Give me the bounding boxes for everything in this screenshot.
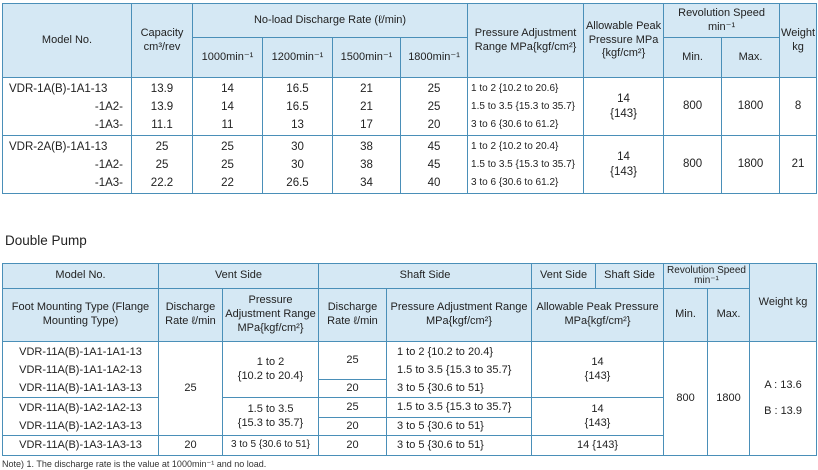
model-cell: VDR-11A(B)-1A3-1A3-13 bbox=[3, 436, 159, 456]
max-cell: 1800 bbox=[708, 342, 750, 456]
header-weight: Weight kg bbox=[750, 264, 817, 342]
single-pump-table bbox=[2, 3, 817, 194]
d1500-cell: 21 21 17 bbox=[333, 78, 401, 136]
max-cell: 1800 bbox=[722, 136, 780, 194]
shaft-rate-cell: 20 bbox=[319, 418, 387, 436]
header-capacity: Capacity cm³/rev bbox=[132, 4, 193, 78]
model-name: VDR-11A(B)-1A2-1A2-13 bbox=[19, 401, 142, 414]
header-vent-pressure: Pressure Adjustment Range MPa{kgf/cm²} bbox=[223, 289, 319, 342]
peak-cell: 14 {143} bbox=[532, 398, 664, 436]
peak-cell: 14 {143} bbox=[532, 342, 664, 398]
table-row bbox=[3, 342, 817, 380]
header-vent: Vent Side bbox=[159, 264, 319, 289]
header-min: Min. bbox=[664, 38, 722, 78]
model-cell bbox=[3, 398, 159, 436]
vent-rate-cell: 20 bbox=[159, 436, 223, 456]
model-name: VDR-11A(B)-1A1-1A1-13 bbox=[19, 345, 142, 358]
d1200-cell: 30 30 26.5 bbox=[263, 136, 333, 194]
pressure-cell: 1 to 2 {10.2 to 20.4} 1.5 to 3.5 {15.3 to 35.7} 3 to 6 {30.6 to 61.2} bbox=[468, 136, 584, 194]
peak-cell: 14 {143} bbox=[532, 436, 664, 456]
max-cell: 1800 bbox=[722, 78, 780, 136]
capacity-cell: 25 25 22.2 bbox=[132, 136, 193, 194]
header-min: Min. bbox=[664, 289, 708, 342]
vent-pressure-cell: 1.5 to 3.5 {15.3 to 35.7} bbox=[223, 398, 319, 436]
shaft-pressure-cell: 3 to 5 {30.6 to 51} bbox=[387, 418, 532, 436]
shaft-rate-cell: 20 bbox=[319, 436, 387, 456]
d1000-cell: 14 14 11 bbox=[193, 78, 263, 136]
weight-cell: 21 bbox=[780, 136, 817, 194]
header-weight: Weight kg bbox=[780, 4, 817, 78]
vent-pressure-cell: 1 to 2 {10.2 to 20.4} bbox=[223, 342, 319, 398]
header-speed: Revolution Speed min⁻¹ bbox=[664, 264, 750, 289]
weight-cell: A : 13.6 B : 13.9 bbox=[750, 342, 817, 456]
model-name: -1A3- bbox=[94, 118, 123, 131]
header-model: Model No. bbox=[3, 4, 132, 78]
header-discharge: Discharge Rate ℓ/min bbox=[159, 289, 223, 342]
pressure-cell: 1 to 2 {10.2 to 20.6} 1.5 to 3.5 {15.3 to 35.7} 3 to 6 {30.6 to 61.2} bbox=[468, 78, 584, 136]
header-peak: Allowable Peak Pressure MPa {kgf/cm²} bbox=[584, 4, 664, 78]
header-foot: Foot Mounting Type (Flange Mounting Type) bbox=[3, 289, 159, 342]
model-name: VDR-1A(B)-1A1-13 bbox=[9, 82, 108, 95]
header-1500: 1500min⁻¹ bbox=[333, 38, 401, 78]
header-1000: 1000min⁻¹ bbox=[193, 38, 263, 78]
model-name: -1A2- bbox=[94, 100, 123, 113]
header-shaft2: Shaft Side bbox=[596, 264, 664, 289]
d1800-cell: 45 45 40 bbox=[401, 136, 468, 194]
header-speed: Revolution Speed min⁻¹ bbox=[664, 4, 780, 38]
vent-pressure-cell: 3 to 5 {30.6 to 51} bbox=[223, 436, 319, 456]
table-row bbox=[3, 136, 817, 194]
header-vent2: Vent Side bbox=[532, 264, 596, 289]
shaft-pressure-cell: 1.5 to 3.5 {15.3 to 35.7} bbox=[387, 398, 532, 418]
model-cell bbox=[3, 342, 159, 398]
shaft-rate-cell: 20 bbox=[319, 380, 387, 398]
model-name: -1A3- bbox=[94, 176, 123, 189]
d1000-cell: 25 25 22 bbox=[193, 136, 263, 194]
min-cell: 800 bbox=[664, 342, 708, 456]
header-model: Model No. bbox=[3, 264, 159, 289]
peak-cell: 14 {143} bbox=[584, 78, 664, 136]
shaft-rate-cell: 25 bbox=[319, 342, 387, 380]
header-discharge: No-load Discharge Rate (ℓ/min) bbox=[193, 4, 468, 38]
header-shaft: Shaft Side bbox=[319, 264, 532, 289]
model-name: VDR-2A(B)-1A1-13 bbox=[9, 140, 108, 153]
model-name: -1A2- bbox=[94, 158, 123, 171]
model-cell bbox=[3, 136, 132, 194]
header-max: Max. bbox=[722, 38, 780, 78]
shaft-pressure-cell: 1 to 2 {10.2 to 20.4} 1.5 to 3.5 {15.3 to 35.7} 3 to 5 {30.6 to 51} bbox=[387, 342, 532, 398]
footnote: Note) 1. The discharge rate is the value at 1000min⁻¹ and no load. bbox=[2, 459, 267, 469]
model-name: VDR-11A(B)-1A1-1A2-13 bbox=[19, 363, 142, 376]
table-row bbox=[3, 78, 817, 136]
model-name: VDR-11A(B)-1A1-1A3-13 bbox=[19, 381, 142, 394]
header-discharge2: Discharge Rate ℓ/min bbox=[319, 289, 387, 342]
d1800-cell: 25 25 20 bbox=[401, 78, 468, 136]
model-cell bbox=[3, 78, 132, 136]
header-1200: 1200min⁻¹ bbox=[263, 38, 333, 78]
weight-cell: 8 bbox=[780, 78, 817, 136]
min-cell: 800 bbox=[664, 136, 722, 194]
capacity-cell: 13.9 13.9 11.1 bbox=[132, 78, 193, 136]
header-pressure: Pressure Adjustment Range MPa{kgf/cm²} bbox=[468, 4, 584, 78]
peak-cell: 14 {143} bbox=[584, 136, 664, 194]
min-cell: 800 bbox=[664, 78, 722, 136]
model-name: VDR-11A(B)-1A2-1A3-13 bbox=[19, 419, 142, 432]
double-pump-table bbox=[2, 263, 817, 456]
header-1800: 1800min⁻¹ bbox=[401, 38, 468, 78]
header-max: Max. bbox=[708, 289, 750, 342]
d1500-cell: 38 38 34 bbox=[333, 136, 401, 194]
shaft-pressure-cell: 3 to 5 {30.6 to 51} bbox=[387, 436, 532, 456]
vent-rate-cell: 25 bbox=[159, 342, 223, 436]
header-peak: Allowable Peak Pressure MPa{kgf/cm²} bbox=[532, 289, 664, 342]
header-shaft-pressure: Pressure Adjustment Range MPa{kgf/cm²} bbox=[387, 289, 532, 342]
section-title: Double Pump bbox=[5, 233, 87, 248]
d1200-cell: 16.5 16.5 13 bbox=[263, 78, 333, 136]
shaft-rate-cell: 25 bbox=[319, 398, 387, 418]
